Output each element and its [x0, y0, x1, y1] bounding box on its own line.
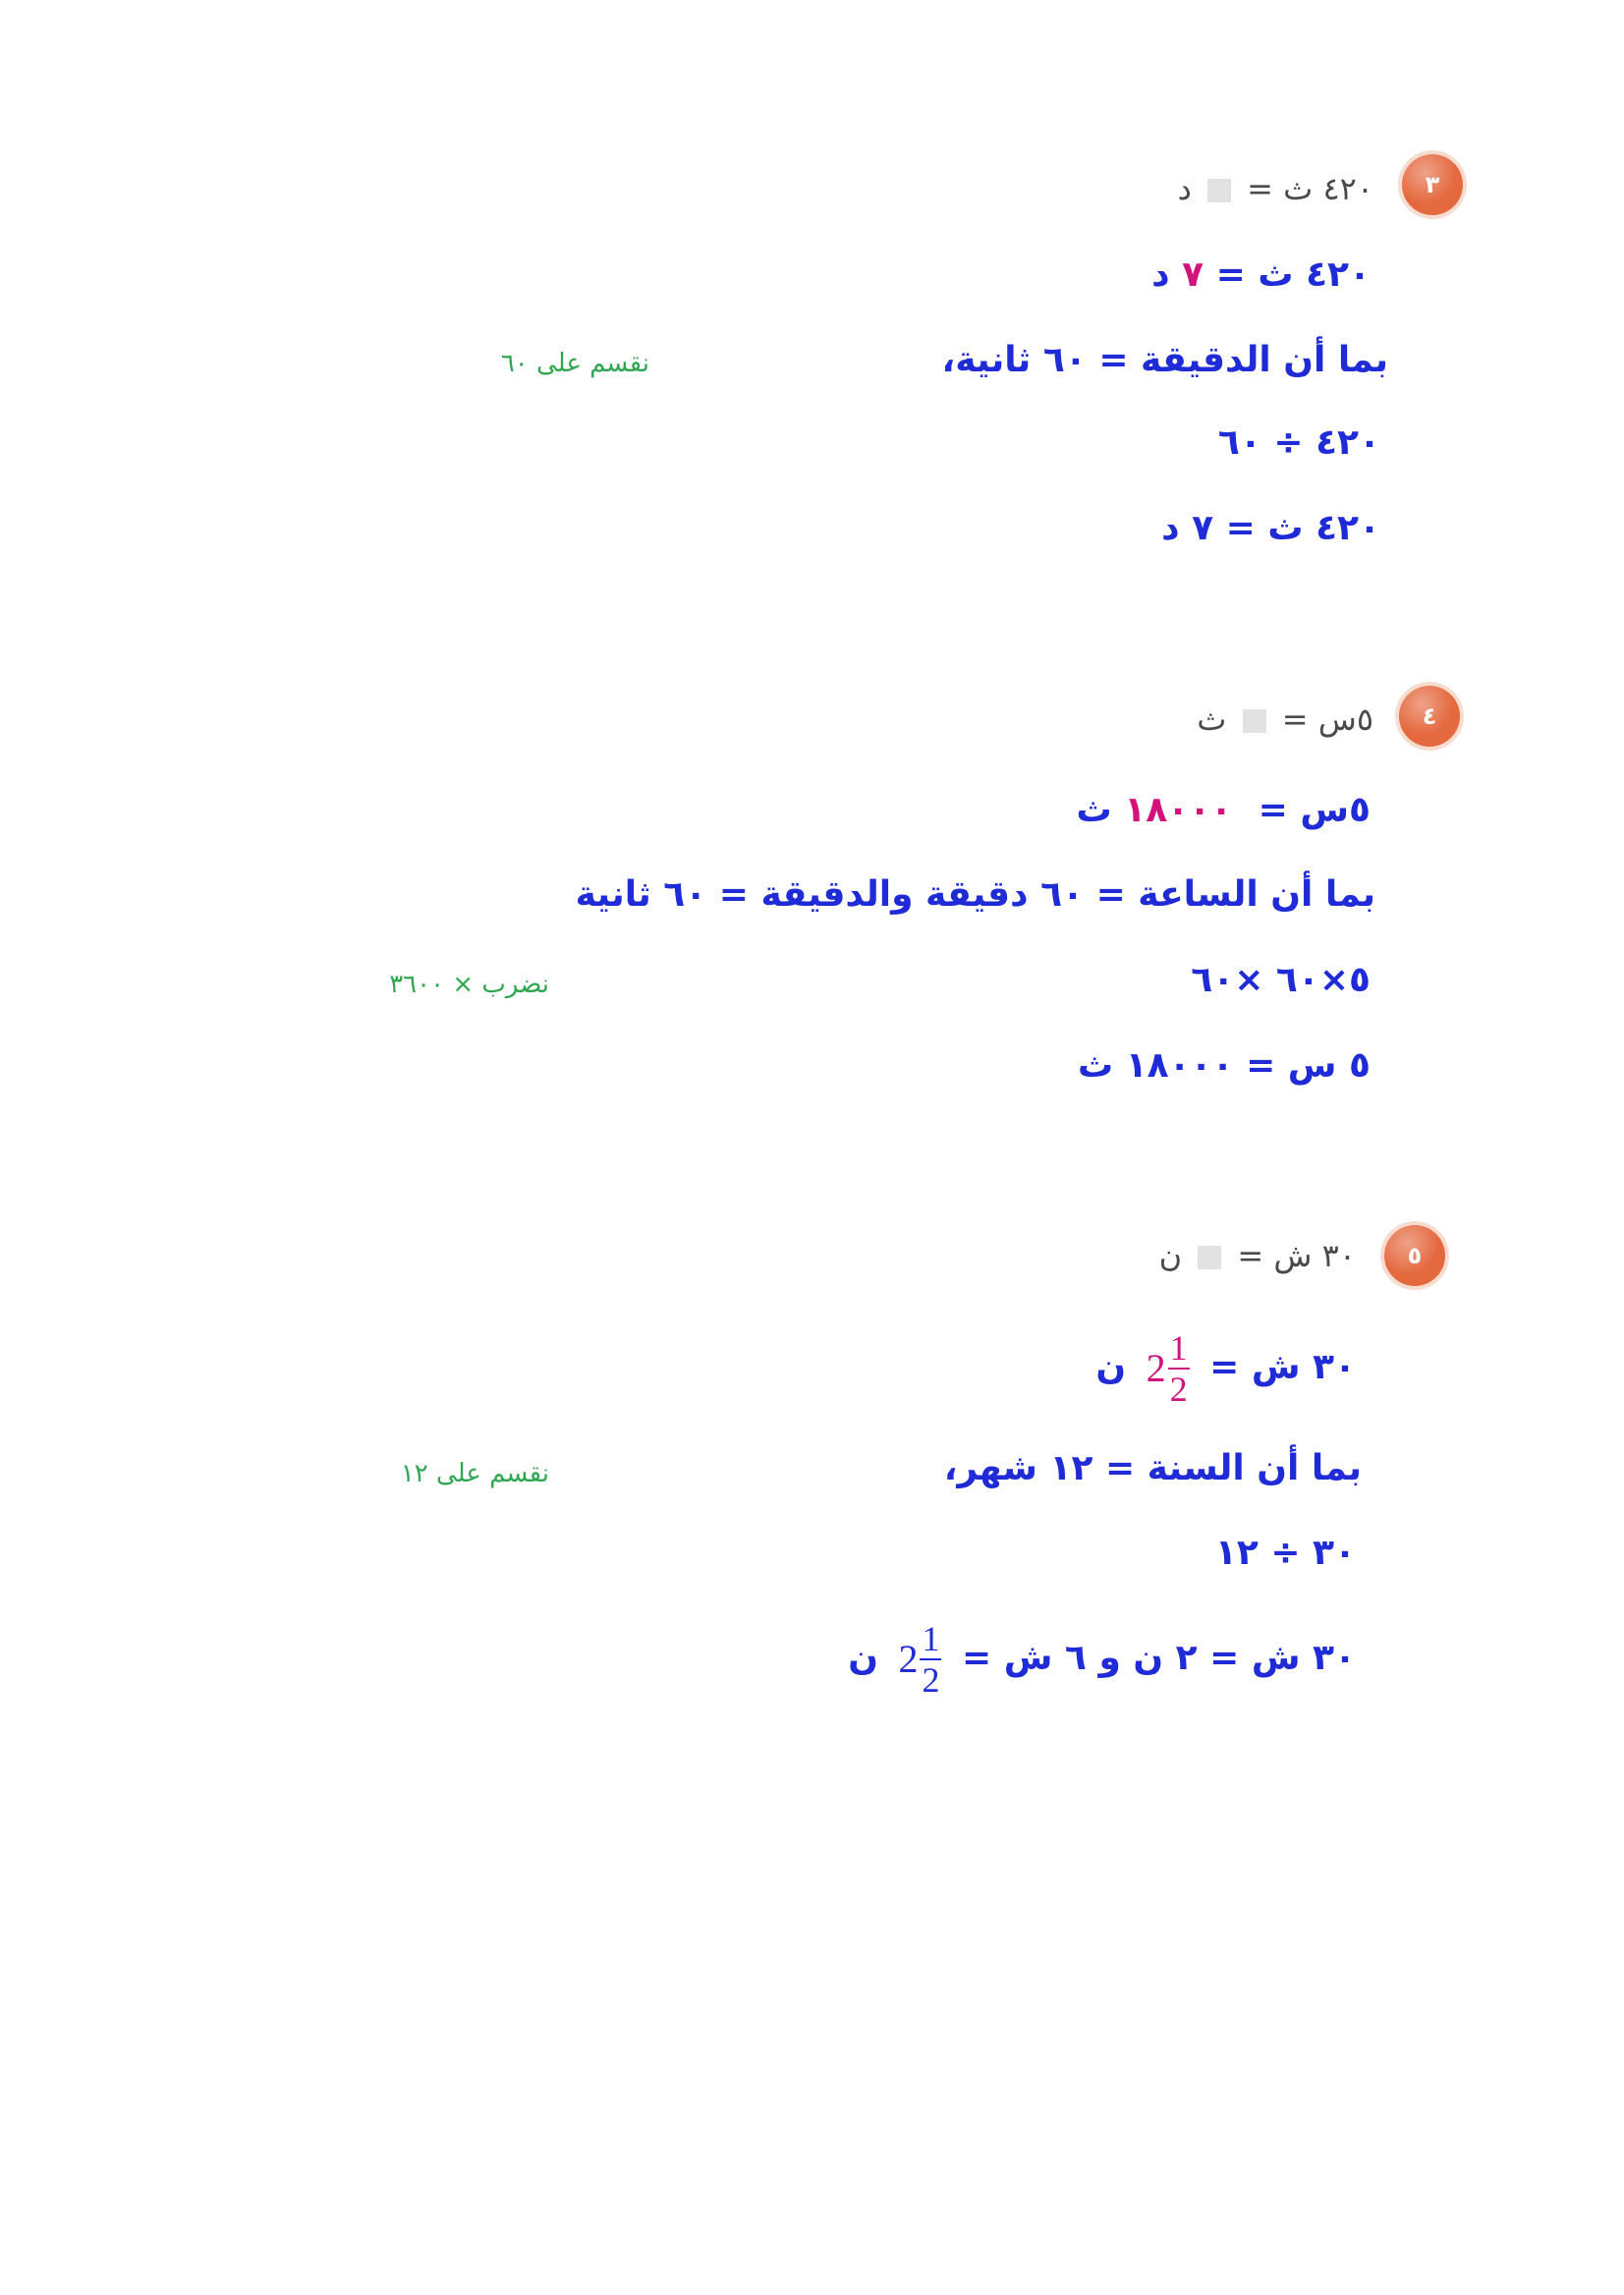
problem-number: ٥: [1407, 1242, 1423, 1269]
mixed-whole: 2: [1146, 1346, 1166, 1390]
fraction: [1168, 1328, 1190, 1409]
side-note: نقسم على ٦٠: [500, 349, 649, 378]
calculation-line: ٣٠ ÷ ١٢: [1214, 1533, 1356, 1573]
question-lhs: ٣٠ ش =: [1237, 1237, 1356, 1274]
result-line: ٤٢٠ ث = ٧ د: [1161, 508, 1380, 548]
reason-line: بما أن السنة = ١٢ شهر،: [943, 1448, 1362, 1488]
answer-lhs: ٥س =: [1258, 790, 1371, 830]
answer-unit: د: [1151, 254, 1170, 295]
result-unit: ن: [848, 1638, 878, 1678]
fraction-numerator: 1: [922, 1619, 940, 1658]
answer-value: ٧: [1182, 254, 1204, 295]
mixed-whole: 2: [898, 1637, 919, 1681]
question-unit: ن: [1158, 1237, 1183, 1274]
question-lhs: ٥س =: [1281, 700, 1373, 738]
problem-number: ٤: [1422, 702, 1437, 730]
result-line: [848, 1611, 1356, 1706]
answer-line: [1151, 251, 1371, 300]
side-note: نقسم على ١٢: [400, 1459, 549, 1488]
question-line: [1178, 164, 1373, 213]
problem-number: ٣: [1425, 171, 1440, 198]
answer-unit: ث: [1076, 790, 1112, 830]
question-line: [1159, 1231, 1356, 1280]
problem-number-badge: [1384, 1225, 1445, 1286]
fraction: [920, 1619, 941, 1700]
mixed-number-answer: [1147, 1328, 1190, 1409]
answer-value: ١٨٠٠٠: [1124, 790, 1233, 830]
fraction-denominator: 2: [922, 1660, 940, 1700]
question-unit: د: [1177, 170, 1192, 207]
question-line: [1197, 695, 1373, 744]
calculation-line: ٤٢٠ ÷ ٦٠: [1217, 422, 1380, 463]
fraction-denominator: 2: [1169, 1370, 1188, 1409]
calculation-line: ٥×٦٠ ×٦٠: [1191, 960, 1371, 1000]
problem-number-badge: [1399, 686, 1460, 747]
answer-line: [1095, 1320, 1356, 1415]
answer-lhs: ٤٢٠ ث =: [1215, 254, 1371, 295]
answer-box: [1207, 179, 1231, 202]
answer-lhs: ٣٠ ش =: [1209, 1347, 1356, 1387]
reason-line: بما أن الدقيقة = ٦٠ ثانية،: [941, 340, 1388, 380]
result-text: ٣٠ ش = ٢ ن و ٦ ش =: [962, 1638, 1356, 1678]
problem-number-badge: [1402, 154, 1463, 215]
answer-line: [1076, 786, 1371, 835]
answer-box: [1198, 1246, 1221, 1269]
answer-box: [1243, 709, 1266, 733]
question-unit: ث: [1197, 700, 1227, 738]
fraction-numerator: 1: [1169, 1328, 1188, 1368]
side-note: نضرب × ٣٦٠٠: [389, 970, 549, 999]
mixed-number-result: [898, 1619, 941, 1700]
answer-unit: ن: [1095, 1347, 1127, 1387]
result-line: ٥ س = ١٨٠٠٠ ث: [1077, 1045, 1371, 1086]
reason-line: بما أن الساعة = ٦٠ دقيقة والدقيقة = ٦٠ ثانية: [575, 874, 1375, 915]
question-lhs: ٤٢٠ ث =: [1247, 170, 1373, 207]
